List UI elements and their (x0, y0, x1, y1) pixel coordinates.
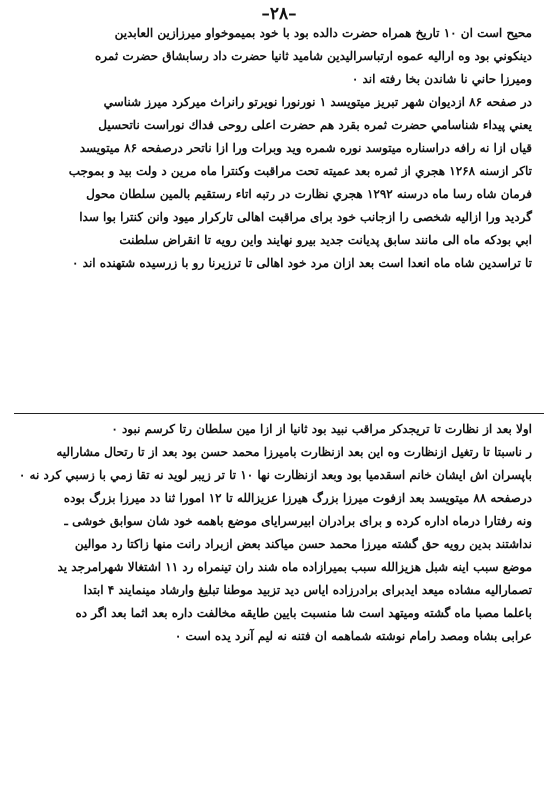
footnote-line: اولا بعد از نظارت تا تریجدکر مراقب نبيد بود ثانيا از ازا مين سلطان رتا کرسم نبود ۰ (111, 422, 532, 436)
main-text-line: قیاں ازا نه رافه دراسناره ميتوسد نوره شمره وید وبرات ورا ازا ناتحر درصفحه ۸۶ ميتويسد (79, 141, 532, 155)
main-text-line: دينكوني بود وه اراليه عموه ارتباسراليدين شاميد ثانيا حضرت داد رسابشاق حضرت ثمره (94, 49, 532, 63)
page-number: –۲۸– (261, 4, 297, 24)
main-text-line: در صفحه ۸۶ ازديوان شهر تبريز ميتويسد ۱ نورنورا نويرتو رانراث ميرکرد ميرز شناسي (103, 95, 532, 109)
footnote-line: باعلما مصبا ماه گشته ومیتهد است شا منسبت بایین طایقه مخالفت داره بعد اثما بعد اگر ده (75, 606, 532, 620)
main-text-block (26, 22, 532, 275)
main-text-line: ابي بودكه ماه الی مانند سابق پدیانت جدید بیرو نهایند واین رویه تا انقراض سلطنت (119, 233, 532, 247)
footnote-block (18, 418, 532, 648)
main-text-line: محیح است ان ۱۰ تاریخ همراه حضرت دالده بود با خود بمیموخواو ميرزازين العابدين (114, 26, 532, 40)
main-text-line: يعني پیداء شناسامي حضرت ثمره بقرد هم حضرت اعلی روحی فداك نوراست ناتحسیل (98, 118, 532, 132)
footnote-line: ونه رفتارا درماه اداره کرده و برای برادران ابیرسرایای موضع باهمه خود شان سوابق خوشی ـ (64, 514, 532, 528)
main-text-line: تاكر ازسنه ۱۲۶۸ هجري از ثمره بعد عميته تحت مراقبت وكنترا ماه مرين د ولت بيد و بموجب (68, 164, 532, 178)
section-divider (14, 413, 544, 414)
main-text-line: گرديد ورا ازالیه شخصی را ازجانب خود برای مراقبت اهالی تارکرار ميود وانن كنترا بوا سدا (79, 210, 532, 224)
main-text-line: تا تراسدين شاه ماه انعدا است بعد ازان مرد خود اهالی تا ترزیرنا رو با زرسیده شتهنده اند ۰ (72, 256, 532, 270)
footnote-line: باپسران اش ایشان خانم اسقدميا بود وبعد ازنظارت نها ۱۰ تا تر زيبر لويد نه تقا زمي با زسبي کرد نه ۰ (18, 468, 532, 482)
main-text-line: فرمان شاه رسا ماه درسنه ۱۲۹۲ هجري نظارت در رتبه اتاء رستقيم بالمين سلطان محول (86, 187, 532, 201)
footnote-line: تصمارالیه مشاده ميعد ایدبرای برادرزاده ایاس دید تزبید موطنا تبلیغ وارشاد مینمايند ۴ ابتدا (83, 583, 532, 597)
footnote-line: نداشتند بدین رویه حق گشته میرزا محمد حسن میاکند بعض ازبراد رانت منها زاکتا رد موالین (74, 537, 532, 551)
footnote-line: عرابی بشاه ومصد رامام نوشته شماهمه ان فتنه نه لیم آنرد یده است ۰ (174, 629, 532, 643)
footnote-line: ر ناسبتا تا رتغيل ازنظارت وه اين بعد ازنظارت بامیرزا محمد حسن بود بعد از تا رتحال مشارالیه (56, 445, 532, 459)
footnote-line: درصفحه ۸۸ ميتويسد بعد ازفوت میرزا بزرگ هيرزا عزیزالله تا ۱۲ امورا ثنا دد میرزا بزرگ بوده (63, 491, 532, 505)
main-text-line: وميرزا حاني نا شاندن بخا رفته اند ۰ (351, 72, 532, 86)
footnote-line: موضع سبب اینه شبل هزيزالله سبب بمیرازاده ماه شند ران تینمراه رد ۱۱ اشتغالا شهرامرجد يد (57, 560, 532, 574)
